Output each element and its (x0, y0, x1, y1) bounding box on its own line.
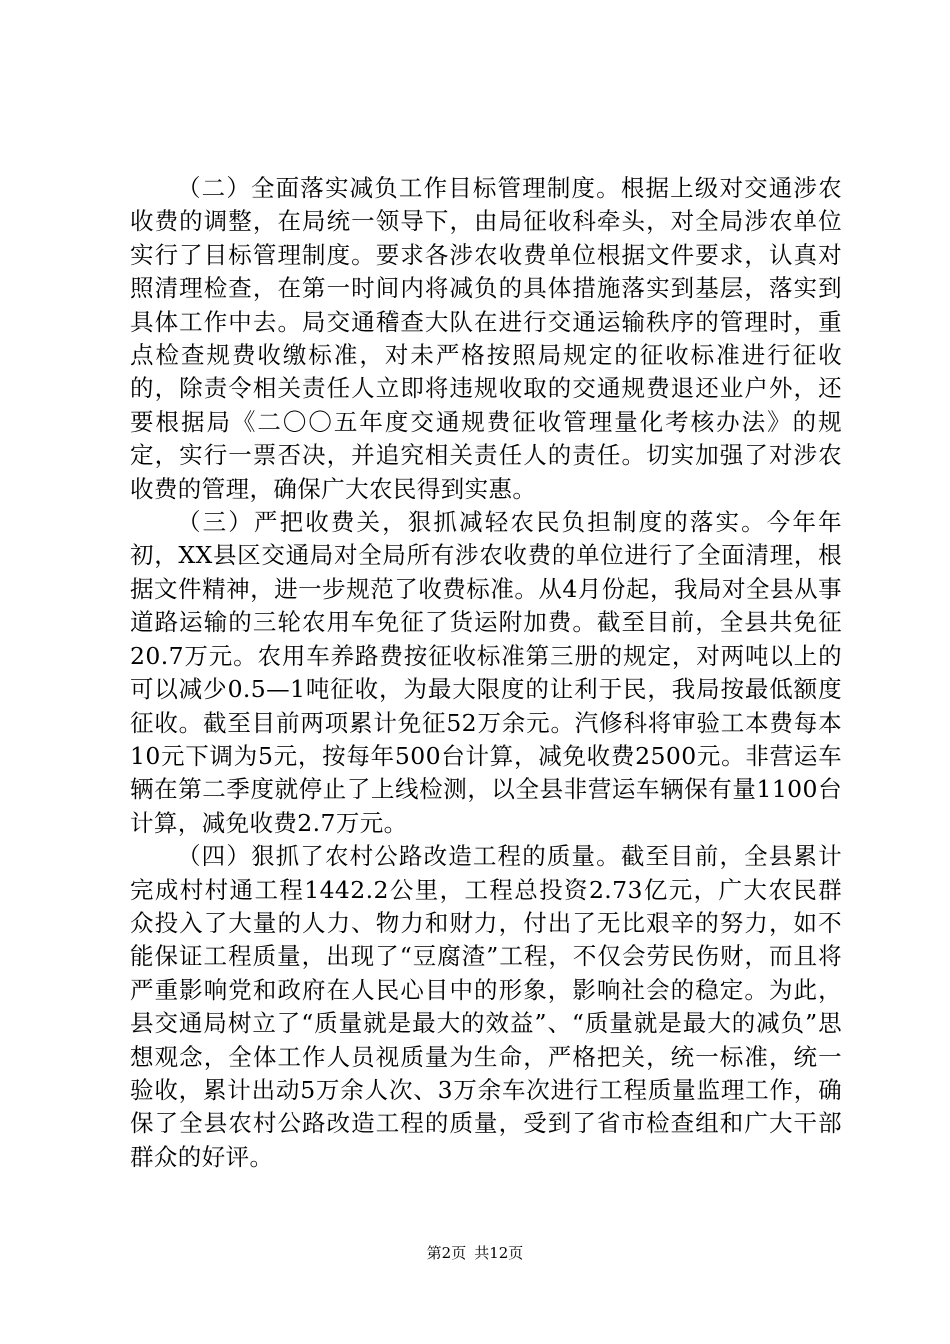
page-number-total: 共12页 (474, 1244, 524, 1262)
paragraph-2: （二）全面落实减负工作目标管理制度。根据上级对交通涉农收费的调整，在局统一领导下，由局征收科牵头，对全局涉农单位实行了目标管理制度。要求各涉农收费单位根据文件要求，认真对照清理检查，在第一时间内将减负的具体措施落实到基层，落实到具体工作中去。局交通稽查大队在进行交通运输秩序的管理时，重点检查规费收缴标准，对未严格按照局规定的征收标准进行征收的，除责令相关责任人立即将违规收取的交通规费退还业户外，还要根据局《二〇〇五年度交通规费征收管理量化考核办法》的规定，实行一票否决，并追究相关责任人的责任。切实加强了对涉农收费的管理，确保广大农民得到实惠。 (130, 174, 842, 503)
page-number-current: 第2页 (426, 1244, 467, 1262)
document-body (130, 172, 842, 1174)
paragraph-3: （三）严把收费关，狠抓减轻农民负担制度的落实。今年年初，XX县区交通局对全局所有涉农收费的单位进行了全面清理，根据文件精神，进一步规范了收费标准。从4月份起，我局对全县从事道路运输的三轮农用车免征了货运附加费。截至目前，全县共免征20.7万元。农用车养路费按征收标准第三册的规定，对两吨以上的可以减少0.5—1吨征收，为最大限度的让利于民，我局按最低额度征收。截至目前两项累计免征52万余元。汽修科将审验工本费每本10元下调为5元，按每年500台计算，减免收费2500元。非营运车辆在第二季度就停止了上线检测，以全县非营运车辆保有量1100台计算，减免收费2.7万元。 (130, 508, 842, 837)
page-footer (0, 1243, 950, 1263)
paragraph-4: （四）狠抓了农村公路改造工程的质量。截至目前，全县累计完成村村通工程1442.2公里，工程总投资2.73亿元，广大农民群众投入了大量的人力、物力和财力，付出了无比艰辛的努力，如不能保证工程质量，出现了“豆腐渣”工程，不仅会劳民伤财，而且将严重影响党和政府在人民心目中的形象，影响社会的稳定。为此，县交通局树立了“质量就是最大的效益”、“质量就是最大的减负”思想观念，全体工作人员视质量为生命，严格把关，统一标准，统一验收，累计出动5万余人次、3万余车次进行工程质量监理工作，确保了全县农村公路改造工程的质量，受到了省市检查组和广大干部群众的好评。 (130, 842, 842, 1171)
